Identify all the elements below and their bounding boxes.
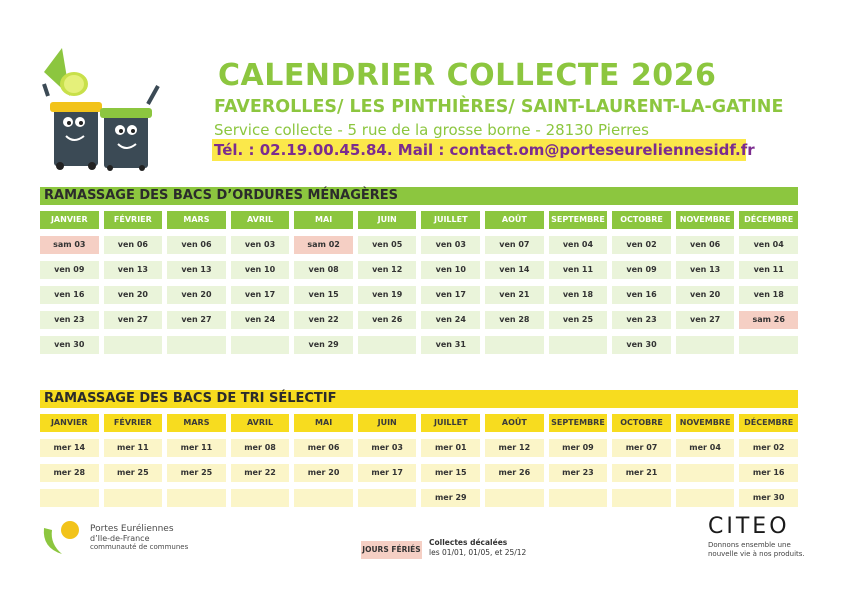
collection-date: mer 11 <box>104 439 163 457</box>
collection-date: mer 30 <box>739 489 798 507</box>
ordures-section-header <box>40 187 798 205</box>
collection-date: ven 21 <box>485 286 544 304</box>
collection-date: ven 09 <box>40 261 99 279</box>
collection-date: ven 14 <box>485 261 544 279</box>
month-header: DÉCEMBRE <box>739 211 798 229</box>
holiday-legend-badge: JOURS FÉRIÉS <box>361 541 422 559</box>
collection-date: mer 12 <box>485 439 544 457</box>
collection-date: ven 12 <box>358 261 417 279</box>
calendar-title: CALENDRIER COLLECTE 2026 <box>218 58 717 93</box>
month-header: AOÛT <box>485 211 544 229</box>
month-header: AVRIL <box>231 414 290 432</box>
collection-date: mer 26 <box>485 464 544 482</box>
month-header: AVRIL <box>231 211 290 229</box>
collection-date: ven 19 <box>358 286 417 304</box>
communes-subtitle: FAVEROLLES/ LES PINTHIÈRES/ SAINT-LAURENT-LA-GATINE <box>214 97 784 117</box>
collection-date: ven 03 <box>231 236 290 254</box>
month-header: FÉVRIER <box>104 211 163 229</box>
contact-text: Tél. : 02.19.00.45.84. Mail : contact.om@porteseureliennesidf.fr <box>214 141 755 159</box>
collection-date: ven 23 <box>40 311 99 329</box>
month-header: SEPTEMBRE <box>549 211 608 229</box>
month-header: FÉVRIER <box>104 414 163 432</box>
collection-date: ven 08 <box>294 261 353 279</box>
month-header: MAI <box>294 414 353 432</box>
collection-date: ven 20 <box>104 286 163 304</box>
collection-date: mer 09 <box>549 439 608 457</box>
month-header: JUILLET <box>421 414 480 432</box>
month-header: MAI <box>294 211 353 229</box>
collection-date <box>739 336 798 354</box>
collection-date: mer 16 <box>739 464 798 482</box>
collection-date: mer 22 <box>231 464 290 482</box>
collection-date: mer 25 <box>104 464 163 482</box>
pel-name-line1: Portes Euréliennes <box>90 524 174 534</box>
month-header: JANVIER <box>40 414 99 432</box>
collection-date: ven 24 <box>231 311 290 329</box>
collection-date: ven 15 <box>294 286 353 304</box>
holiday-note-dates: les 01/01, 01/05, et 25/12 <box>429 548 527 557</box>
month-header: MARS <box>167 211 226 229</box>
collection-date: mer 17 <box>358 464 417 482</box>
collection-date <box>676 464 735 482</box>
collection-date: ven 24 <box>421 311 480 329</box>
collection-date: mer 11 <box>167 439 226 457</box>
collection-date: ven 11 <box>739 261 798 279</box>
collection-date <box>104 489 163 507</box>
collection-date: ven 10 <box>231 261 290 279</box>
collection-date <box>612 489 671 507</box>
holiday-note-title: Collectes décalées <box>429 538 508 547</box>
service-address: Service collecte - 5 rue de la grosse borne - 28130 Pierres <box>214 121 649 139</box>
collection-date: mer 06 <box>294 439 353 457</box>
collection-date: ven 18 <box>549 286 608 304</box>
collection-date <box>231 336 290 354</box>
collection-date: ven 30 <box>612 336 671 354</box>
collection-date: ven 11 <box>549 261 608 279</box>
month-header: NOVEMBRE <box>676 414 735 432</box>
citeo-tagline-1: Donnons ensemble une <box>708 541 791 549</box>
collection-date: ven 23 <box>612 311 671 329</box>
collection-date: mer 01 <box>421 439 480 457</box>
tri-section-header <box>40 390 798 408</box>
collection-date: ven 17 <box>421 286 480 304</box>
collection-date: ven 02 <box>612 236 671 254</box>
collection-date: ven 04 <box>739 236 798 254</box>
collection-date: mer 29 <box>421 489 480 507</box>
collection-date: ven 07 <box>485 236 544 254</box>
collection-date: mer 15 <box>421 464 480 482</box>
collection-date: ven 27 <box>104 311 163 329</box>
collection-date: mer 23 <box>549 464 608 482</box>
collection-date: ven 06 <box>104 236 163 254</box>
collection-date: ven 13 <box>104 261 163 279</box>
collection-date: ven 22 <box>294 311 353 329</box>
collection-date: ven 13 <box>676 261 735 279</box>
collection-date: ven 09 <box>612 261 671 279</box>
tri-calendar-grid <box>40 414 798 507</box>
collection-date: ven 10 <box>421 261 480 279</box>
month-header: JUIN <box>358 414 417 432</box>
collection-date <box>167 336 226 354</box>
collection-date <box>485 336 544 354</box>
collection-date: ven 28 <box>485 311 544 329</box>
collection-date <box>549 336 608 354</box>
collection-date-holiday: sam 03 <box>40 236 99 254</box>
collection-date: ven 27 <box>167 311 226 329</box>
bins-mascot-logo <box>40 44 166 172</box>
month-header: MARS <box>167 414 226 432</box>
collection-date <box>167 489 226 507</box>
collection-date: mer 07 <box>612 439 671 457</box>
collection-date: mer 04 <box>676 439 735 457</box>
collection-date: ven 03 <box>421 236 480 254</box>
collection-date <box>485 489 544 507</box>
citeo-tagline-2: nouvelle vie à nos produits. <box>708 550 805 558</box>
collection-date: mer 25 <box>167 464 226 482</box>
collection-date: ven 20 <box>676 286 735 304</box>
collection-date: mer 21 <box>612 464 671 482</box>
pel-name-line2: d’Ile-de-France <box>90 534 150 543</box>
collection-date: ven 04 <box>549 236 608 254</box>
collection-date <box>104 336 163 354</box>
collection-date: ven 13 <box>167 261 226 279</box>
month-header: DÉCEMBRE <box>739 414 798 432</box>
collection-date <box>549 489 608 507</box>
collection-date: ven 27 <box>676 311 735 329</box>
month-header: OCTOBRE <box>612 414 671 432</box>
collection-date: ven 25 <box>549 311 608 329</box>
collection-date: ven 16 <box>40 286 99 304</box>
citeo-logo: CITEO <box>708 514 790 539</box>
collection-date: ven 06 <box>676 236 735 254</box>
collection-date: mer 08 <box>231 439 290 457</box>
ordures-section-title: RAMASSAGE DES BACS D’ORDURES MÉNAGÈRES <box>44 188 399 203</box>
collection-date <box>676 336 735 354</box>
collection-date: ven 06 <box>167 236 226 254</box>
collection-date: ven 05 <box>358 236 417 254</box>
collection-date: mer 14 <box>40 439 99 457</box>
collection-date: mer 20 <box>294 464 353 482</box>
tri-section-title: RAMASSAGE DES BACS DE TRI SÉLECTIF <box>44 391 337 406</box>
collection-date-holiday: sam 26 <box>739 311 798 329</box>
collection-date: ven 16 <box>612 286 671 304</box>
month-header: OCTOBRE <box>612 211 671 229</box>
portes-eureliennes-logo <box>38 518 88 558</box>
month-header: SEPTEMBRE <box>549 414 608 432</box>
collection-date: mer 02 <box>739 439 798 457</box>
month-header: JUILLET <box>421 211 480 229</box>
collection-date <box>358 489 417 507</box>
month-header: NOVEMBRE <box>676 211 735 229</box>
pel-name-line3: communauté de communes <box>90 543 189 551</box>
month-header: JANVIER <box>40 211 99 229</box>
collection-date: mer 03 <box>358 439 417 457</box>
collection-date: ven 29 <box>294 336 353 354</box>
collection-date <box>294 489 353 507</box>
collection-date <box>231 489 290 507</box>
collection-date: mer 28 <box>40 464 99 482</box>
collection-date: ven 26 <box>358 311 417 329</box>
collection-date: ven 20 <box>167 286 226 304</box>
collection-date <box>358 336 417 354</box>
collection-date: ven 30 <box>40 336 99 354</box>
collection-date <box>40 489 99 507</box>
collection-date: ven 17 <box>231 286 290 304</box>
collection-date-holiday: sam 02 <box>294 236 353 254</box>
collection-date: ven 18 <box>739 286 798 304</box>
month-header: JUIN <box>358 211 417 229</box>
collection-date: ven 31 <box>421 336 480 354</box>
ordures-calendar-grid <box>40 211 798 354</box>
contact-banner <box>212 139 755 161</box>
month-header: AOÛT <box>485 414 544 432</box>
collection-date <box>676 489 735 507</box>
